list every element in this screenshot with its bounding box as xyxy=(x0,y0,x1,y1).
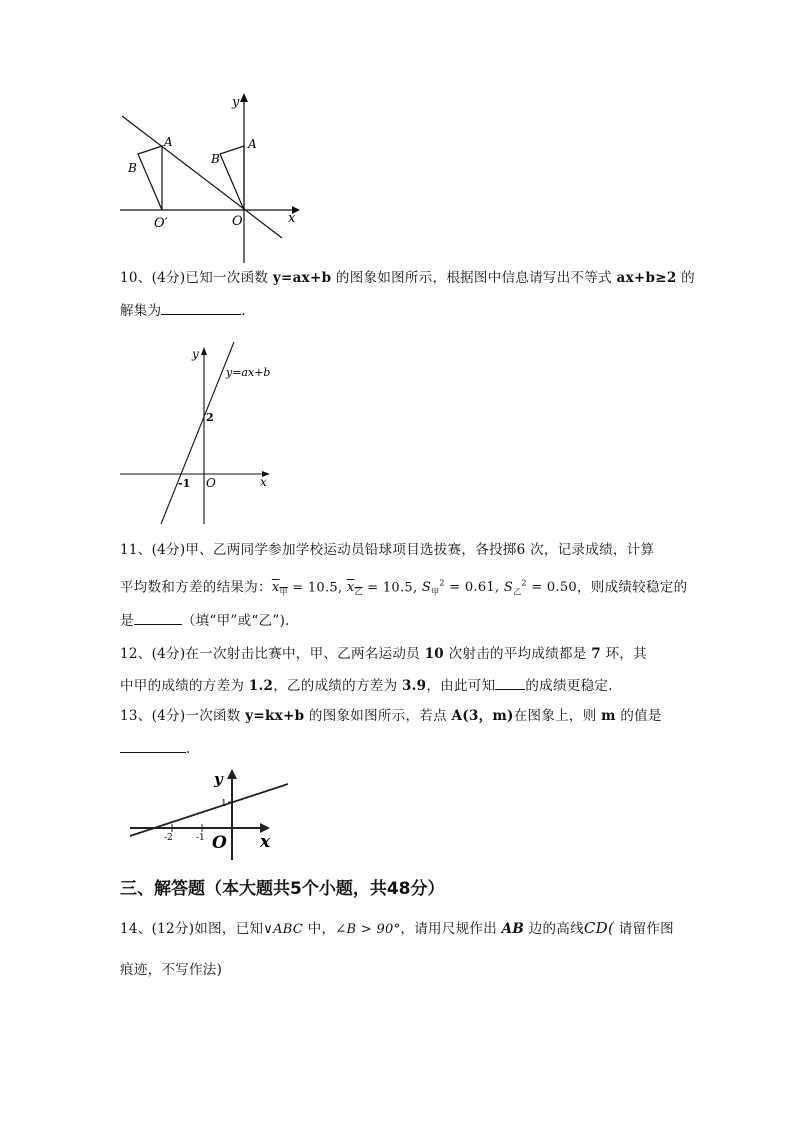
q11-mean-yi: $x_乙 = 10.5$, xyxy=(346,580,422,597)
q10-line2-suffix: . xyxy=(241,303,246,319)
fig1-label-x: x xyxy=(288,211,296,226)
q13-point: A(3，m) xyxy=(451,708,514,724)
fig3-label-x: x xyxy=(260,832,271,852)
fig1-left-triangle xyxy=(138,146,162,210)
fig3-label-o: O xyxy=(212,833,227,853)
question-10-line-2 xyxy=(120,300,246,321)
q11-line3-prefix: 是 xyxy=(120,613,134,629)
section-3-title: 三、解答题（本大题共5个小题，共48分） xyxy=(120,879,445,899)
fig3-label-neg2: -2 xyxy=(164,833,173,843)
q12-text-d: 中甲的成绩的方差为 xyxy=(120,678,249,694)
q13-func: y=kx+b xyxy=(245,708,305,724)
q14-triangle: ∨ABC xyxy=(263,922,304,937)
q12-variance-jia: 1.2 xyxy=(248,678,274,694)
question-14-line-2: 痕迹，不写作法) xyxy=(120,962,223,978)
q14-angle: ∠B > 90° xyxy=(335,922,401,937)
fig1-label-b-left: B xyxy=(128,161,137,175)
fig2-function-line xyxy=(161,342,234,524)
fig1-label-y: y xyxy=(232,95,240,110)
q12-answer-blank[interactable] xyxy=(495,675,525,690)
q12-text-a: 在一次射击比赛中，甲、乙两名运动员 xyxy=(185,646,425,662)
fig2-label-y: y xyxy=(192,347,199,361)
q12-variance-yi: 3.9 xyxy=(401,678,427,694)
q14-ab: AB xyxy=(501,921,525,937)
fig3-y-arrow-icon xyxy=(227,769,237,779)
fig1-label-a-left: A xyxy=(164,135,173,149)
q12-ten: 10 xyxy=(424,646,444,662)
fig3-label-neg1: -1 xyxy=(196,833,205,843)
q11-number: 11、(4分) xyxy=(120,542,186,558)
question-11-line-1 xyxy=(120,540,654,560)
fig3-label-1: 1 xyxy=(221,799,227,809)
q14-text-e: 请留作图 xyxy=(614,921,674,937)
fig2-line-label: y=ax+b xyxy=(226,366,271,379)
question-11-line-2 xyxy=(120,574,687,603)
question-13-line-1 xyxy=(120,706,662,726)
fig3-label-y: y xyxy=(214,770,223,788)
question-14-line-1 xyxy=(120,918,674,940)
q10-text-3: 的 xyxy=(676,270,695,286)
q12-number: 12、(4分) xyxy=(120,646,186,662)
fig1-diagonal-line xyxy=(122,116,282,238)
q12-seven: 7 xyxy=(591,646,601,662)
q13-text-b: 的图象如图所示，若点 xyxy=(304,708,452,724)
fig1-label-b-right: B xyxy=(211,152,220,166)
q11-line2-prefix: 平均数和方差的结果为： xyxy=(120,579,272,596)
q14-text-d: 边的高线 xyxy=(524,921,584,937)
question-12-line-1 xyxy=(120,644,647,664)
q10-func: y=ax+b xyxy=(272,270,332,286)
fig1-y-arrow-icon xyxy=(240,93,248,102)
q12-text-g: 的成绩更稳定. xyxy=(525,678,613,694)
q12-text-e: ，乙的成绩的方差为 xyxy=(273,678,402,694)
figure-2-linear-function xyxy=(116,340,286,530)
fig2-label-2: 2 xyxy=(206,411,214,424)
q12-text-b: 次射击的平均成绩都是 xyxy=(444,646,592,662)
fig1-label-a-right: A xyxy=(248,137,257,151)
q14-text-a: 如图，已知 xyxy=(194,921,264,937)
q13-m: m xyxy=(601,708,616,724)
q12-text-c: 环，其 xyxy=(600,646,647,662)
q13-number: 13、(4分) xyxy=(120,708,186,724)
q11-answer-blank[interactable] xyxy=(134,610,182,625)
q10-number: 10、(4分) xyxy=(120,270,186,286)
q10-text-2: 的图象如图所示，根据图中信息请写出不等式 xyxy=(331,270,617,286)
q13-text-c: 在图象上，则 xyxy=(513,708,602,724)
fig1-label-o-prime: O′ xyxy=(154,216,168,231)
question-13-line-2 xyxy=(120,738,191,759)
q13-text-a: 一次函数 xyxy=(185,708,246,724)
figure-3-linear-function xyxy=(124,766,294,866)
q10-line2-prefix: 解集为 xyxy=(120,303,162,319)
q12-text-f: ，由此可知 xyxy=(426,678,496,694)
question-10-line-1 xyxy=(120,268,695,288)
question-12-line-2 xyxy=(120,675,613,696)
q14-cd: CD( xyxy=(583,919,615,937)
q11-line3-suffix: （填“甲”或“乙”). xyxy=(181,613,290,629)
q11-line-1-text: 甲、乙两同学参加学校运动员铅球项目选拔赛，各投掷6 次，记录成绩，计算 xyxy=(185,542,655,558)
q11-mean-jia: $x_甲 = 10.5$, xyxy=(271,580,347,597)
fig2-y-arrow-icon xyxy=(201,347,207,355)
fig2-label-o: O xyxy=(206,476,216,490)
fig2-label-neg1: -1 xyxy=(178,477,191,490)
q10-inequality: ax+b≥2 xyxy=(616,270,677,286)
q14-text-c: ，请用尺规作出 xyxy=(400,921,502,937)
q14-text-b: 中， xyxy=(303,921,336,937)
figure-1-two-triangles xyxy=(110,88,310,266)
q10-text-1: 已知一次函数 xyxy=(185,270,273,286)
fig2-label-x: x xyxy=(260,475,267,489)
q14-number: 14、(12分) xyxy=(120,921,195,937)
q11-variance-yi: $S_乙^2 = 0.50$ xyxy=(503,579,577,597)
question-11-line-3 xyxy=(120,610,290,631)
q13-text-d: 的值是 xyxy=(615,708,662,724)
fig1-label-o: O xyxy=(232,214,243,229)
q10-answer-blank[interactable] xyxy=(161,300,241,315)
q13-answer-blank[interactable] xyxy=(120,738,186,753)
q13-line2-suffix: . xyxy=(186,741,191,757)
q11-variance-jia: $S_甲^2 = 0.61$, xyxy=(421,579,504,597)
q11-line2-suffix: ，则成绩较稳定的 xyxy=(577,579,688,596)
